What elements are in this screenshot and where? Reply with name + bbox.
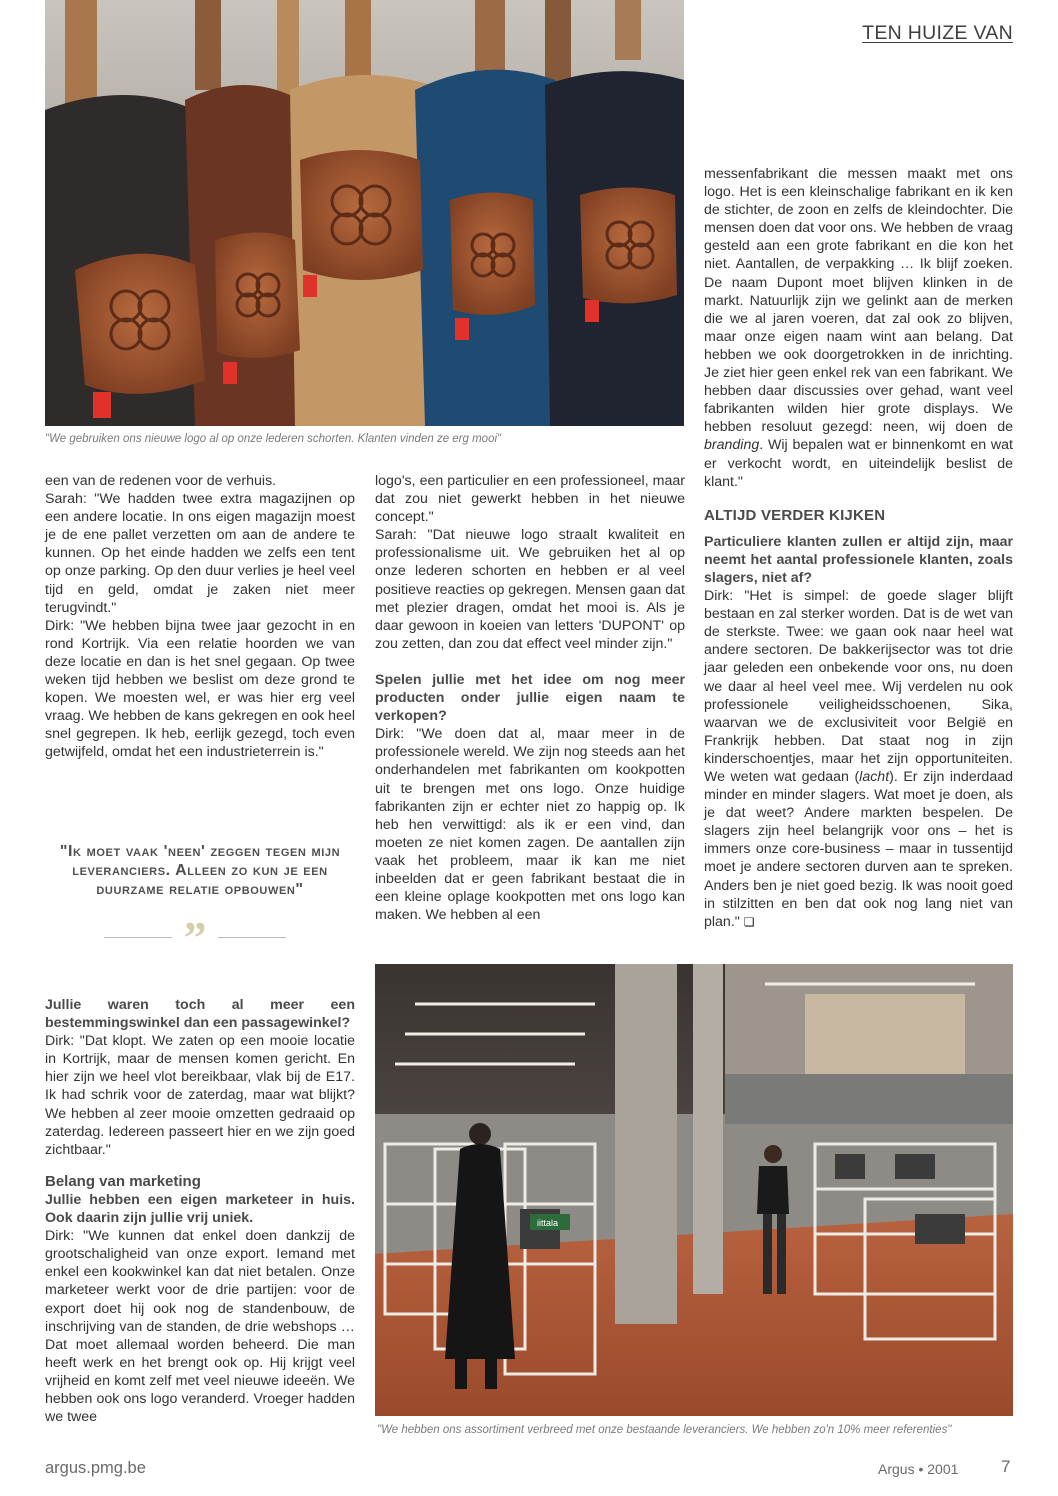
paragraph: Dirk: "We doen dat al, maar meer in de professionele wereld. We zijn nog steeds aan het onderhandelen met fabrikanten om kookpotten uit te brengen met ons logo. Onze huidige fabrikanten zijn er echter niet zo happig op. Ik heb hen verwittigd: als ik er een vind, dan moeten ze niet komen zagen. De aantallen zijn vaak het probleem, maar ik kan me niet inbeelden dat er geen fabrikant bestaat die in een kleine oplage kookpotten met ons logo kan maken. We hebben al een: [375, 726, 685, 924]
paragraph: Sarah: "We hadden twee extra magazijnen op een andere locatie. In ons eigen magazijn moest je de ene pallet verzetten om aan de andere te kunnen. Op het einde hadden we zelfs een tent op onze parking. Op den duur verlies je heel veel tijd en geld, omdat je zaken niet meer terugvindt.": [45, 491, 355, 616]
paragraph: messenfabrikant die messen maakt met ons logo. Het is een kleinschalige fabrikant en ik ken de stichter, de zoon en zelfs de kleindochter. Die mensen doen dat voor ons. We hebben de vraag gesteld aan een grote fabrikant en die kon het niet. Aantallen, de verpakking … Ik blijf zoeken. De naam Dupont moet blijven klinken in de markt. Natuurlijk zijn we gelinkt aan de merken die we al jaren voeren, dat zal ook zo blijven, maar onze eigen naam wint aan belang. Dat hebben we ook doorgetrokken in de inrichting. Je ziet hier geen enkel rek van een fabrikant. We hebben daar discussies over gehad, want veel fabrikanten wilden hier grote displays. We hebben resoluut gezegd: neen, wij doen de branding. Wij bepalen wat er binnenkomt en wat er verkocht wordt, en uiteindelijk beslist de klant.": [704, 166, 1013, 490]
column-2: [375, 472, 685, 924]
footer-magazine: Argus • 2001: [878, 1461, 959, 1477]
column-3: [704, 165, 1013, 931]
interview-question: Jullie waren toch al meer een bestemmingswinkel dan een passagewinkel?: [45, 997, 355, 1032]
pull-quote-rule-left: [104, 937, 172, 938]
paragraph: Dirk: "Het is simpel: de goede slager blijft bestaan en zal sterker worden. Dat is de wet van de sterkste. Twee: we gaan ook naar heel wat andere sectoren. De bakkerijsector was tot drie jaar geleden een onbekende voor ons, nu doen we daar al heel veel mee. Wij verdelen nu ook professionele veiligheidsschoenen, Sika, waarvan we de exclusiviteit voor België en Frankrijk hebben. Dat staat nog in zijn kinderschoentjes, maar het zijn opportuniteiten. We weten wat gedaan (lacht). Er zijn inderdaad minder en minder slagers. Wat moet je doen, als je dat weet? Andere markten bespelen. De slagers zijn heel belangrijk voor ons – het is immers onze core-business – maar in tussentijd moet je andere sectoren durven aan te spreken. Anders ben je niet goed bezig. Ik was nooit goed in stilzitten en ben dat ook nog lang niet van plan." ❏: [704, 588, 1013, 930]
section-heading: ALTIJD VERDER KIJKEN: [704, 506, 886, 524]
interview-question: Particuliere klanten zullen er altijd zijn, maar neemt het aantal professionele klanten, zoals slagers, niet af?: [704, 533, 1013, 586]
section-title: TEN HUIZE VAN: [862, 22, 1013, 44]
paragraph: Sarah: "Dat nieuwe logo straalt kwaliteit en professionalisme uit. We gebruiken het al op onze lederen schorten en hebben er al veel positieve reacties op gekregen. Mensen gaan dat met plezier dragen, omdat het mooi is. Als je daar gewoon in koeien van letters 'DUPONT' op zou zetten, dan zou dat effect veel minder zijn.": [375, 527, 685, 652]
paragraph: Dirk: "We hebben bijna twee jaar gezocht in en rond Kortrijk. Via een relatie hoorden we van deze locatie en dan is het snel gegaan. Op twee weken tijd hebben we beslist om deze grond te kopen. We moesten wel, er was hier erg veel vraag. We hebben de kans gekregen en ook heel snel gegrepen. Ik heb, eerlijk gezegd, toch even getwijfeld, omdat het een industrieterrein is.": [45, 617, 355, 761]
paragraph: logo's, een particulier en een professioneel, maar dat zou niet gewerkt hebben in het nieuwe concept.": [375, 473, 685, 526]
top-photo-caption: "We gebruiken ons nieuwe logo al op onze lederen schorten. Klanten vinden ze erg mooi": [45, 433, 502, 445]
bottom-photo-caption: "We hebben ons assortiment verbreed met onze bestaande leveranciers. We hebben zo'n 10% meer referenties": [377, 1424, 952, 1436]
end-mark-icon: ❏: [743, 914, 755, 929]
page-number: 7: [1001, 1457, 1011, 1476]
quote-mark-icon: ”: [183, 912, 207, 963]
paragraph: een van de redenen voor de verhuis.: [45, 473, 277, 489]
photo-leather-aprons: [45, 0, 684, 426]
pull-quote: "Ik moet vaak 'neen' zeggen tegen mijn leveranciers. Alleen zo kun je een duurzame relatie opbouwen": [59, 843, 341, 898]
column-1-bottom: [45, 996, 355, 1426]
interview-question: Jullie hebben een eigen marketeer in huis. Ook daarin zijn jullie vrij uniek.: [45, 1191, 355, 1227]
column-1-top: [45, 472, 355, 762]
footer-url[interactable]: argus.pmg.be: [45, 1459, 146, 1477]
store-brand-label: iittala: [537, 1218, 559, 1228]
photo-store-interior: [375, 964, 1013, 1416]
subheading: Belang van marketing: [45, 1172, 201, 1190]
interview-question: Spelen jullie met het idee om nog meer producten onder jullie eigen naam te verkopen?: [375, 671, 685, 725]
paragraph: Dirk: "We kunnen dat enkel doen dankzij de grootschaligheid van onze export. Iemand met enkel een kookwinkel kan dat niet betalen. Onze marketeer werkt voor de drie partijen: voor de export doet hij ook nog de standenbouw, de inschrijving van de standen, de drie webshops … Dat moet allemaal worden beheerd. Die man heeft werk en het brengt ook op. Hij krijgt veel vrijheid en komt zelf met veel nieuwe ideeën. We hebben ook ons logo veranderd. Vroeger hadden we twee: [45, 1228, 355, 1426]
paragraph: Dirk: "Dat klopt. We zaten op een mooie locatie in Kortrijk, maar de mensen komen gericht. En hier zijn we heel vlot bereikbaar, vlak bij de E17. Ik had schrik voor de zaterdag, maar wat blijkt? We hebben al zeer mooie omzetten gedraaid op zaterdag. Iedereen passeert hier en we zijn goed zichtbaar.": [45, 1033, 355, 1158]
pull-quote-rule-right: [218, 937, 286, 938]
